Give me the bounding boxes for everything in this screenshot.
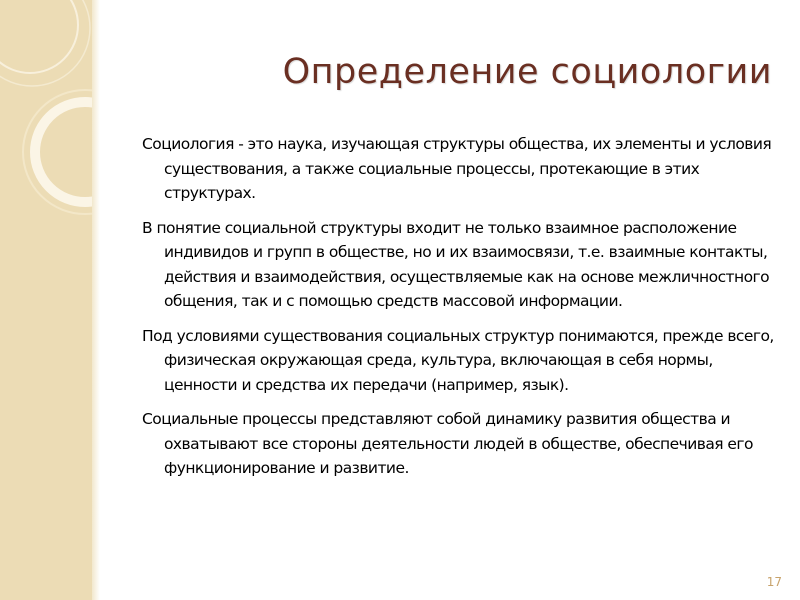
band-edge xyxy=(92,0,100,600)
paragraph-social-structure: В понятие социальной структуры входит не только взаимное расположение индивидов и групп в обществе, но и их взаимосвязи, т.е. взаимные контакты, действия и взаимодействия, осуществляемые как на основе межличностного общения, так и с помощью средств массовой информации. xyxy=(142,218,770,310)
page-number: 17 xyxy=(766,575,782,589)
paragraph-conditions: Под условиями существования социальных структур понимаются, прежде всего, физическая окружающая среда, культура, включающая в себя нормы, ценности и средства их передачи (например, язык). xyxy=(142,326,774,394)
paragraph-social-processes: Социальные процессы представляют собой динамику развития общества и охватывают все стороны деятельности людей в обществе, обеспечивая его функционирование и развитие. xyxy=(142,410,753,477)
slide-title: Определение социологии xyxy=(282,52,772,92)
decorative-circles xyxy=(0,0,92,600)
paragraph-definition: Социология - это наука, изучающая структуры общества, их элементы и условия существования, а также социальные процессы, протекающие в этих структурах. xyxy=(142,135,772,202)
slide-content xyxy=(142,132,782,491)
decorative-side-band xyxy=(0,0,92,600)
